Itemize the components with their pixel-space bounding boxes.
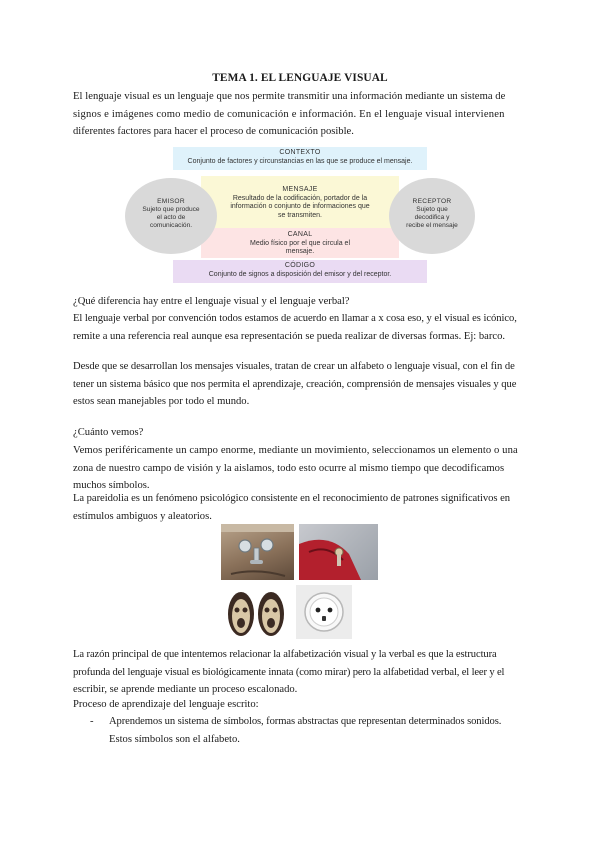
codigo-text: Conjunto de signos a disposición del emisor y del receptor. — [208, 270, 392, 278]
diagram-mensaje — [201, 176, 399, 228]
text-line: Aprendemos un sistema de símbolos, formas abstractas que representan determinados sonidos. — [109, 716, 502, 727]
text-line: Vemos periféricamente un campo enorme, mediante un movimiento, seleccionamos un elemento o una — [73, 445, 518, 456]
text-line: diferentes factores para hacer el proceso de comunicación posible. — [73, 126, 354, 138]
photo-slippers-face — [224, 588, 290, 638]
diagram-receptor — [389, 178, 475, 254]
communication-diagram — [125, 140, 475, 288]
text-line: tener un sistema básico que nos permita el aprendizaje, creación, comprensión de mensajes visuales y que — [73, 378, 517, 390]
photo-socket-face — [296, 585, 352, 639]
diagram-codigo — [173, 260, 427, 283]
receptor-title: RECEPTOR — [412, 198, 452, 205]
list-item-text — [109, 713, 529, 748]
page-title: TEMA 1. EL LENGUAJE VISUAL — [212, 72, 388, 84]
text-line: signos e imágenes como medio de comunicación e información. En el lenguaje visual intervienen — [73, 108, 505, 120]
receptor-text-line: Sujeto que — [416, 206, 448, 213]
canal-text-line: Medio físico por el que circula el — [250, 239, 350, 247]
list-bullet: - — [90, 716, 94, 727]
text-line: estímulos ambiguos y aleatorios. — [73, 510, 212, 522]
intro-paragraph — [73, 88, 528, 141]
diagram-canal — [201, 228, 399, 258]
photo-bag-face — [299, 524, 378, 580]
text-line: profunda del lenguaje visual es biológicamente innata (como mirar) pero la alfabetidad verbal, el leer y el — [73, 666, 505, 678]
photo-faucet-face — [221, 524, 294, 580]
text-line: muchos símbolos. — [73, 480, 150, 492]
text-line: El lenguaje verbal por convención todos estamos de acuerdo en llamar a x cosa eso, y el visual es icónico, — [73, 313, 517, 324]
diagram-contexto — [173, 147, 427, 170]
list-item — [90, 713, 530, 749]
slippers-face-image — [224, 588, 290, 638]
codigo-title: CÓDIGO — [284, 262, 316, 269]
question-2: ¿Cuánto vemos? — [73, 427, 144, 438]
emisor-title: EMISOR — [157, 198, 185, 205]
mensaje-text-line: información o conjunto de informaciones que — [230, 203, 370, 210]
canal-text-line: mensaje. — [285, 248, 315, 255]
text-line: remite a una referencia real aunque esa representación se pueda realizar de diversas formas. Ej: barco. — [73, 330, 506, 342]
text-line: estos sean manejables por todo el mundo. — [73, 396, 250, 408]
canal-title: CANAL — [287, 231, 313, 238]
receptor-text-line: decodifica y — [414, 214, 450, 221]
text-line: El lenguaje visual es un lenguaje que nos permite transmitir una información mediante un sistema de — [73, 91, 506, 102]
receptor-text-line: recibe el mensaje — [406, 222, 458, 229]
contexto-title: CONTEXTO — [279, 149, 321, 156]
mensaje-text-line: Resultado de la codificación, portador de la — [232, 194, 368, 202]
bag-face-image — [299, 524, 378, 580]
emisor-text-line: Sujeto que produce — [142, 206, 200, 213]
paragraph-5 — [73, 646, 528, 699]
text-line: La pareidolia es un fenómeno psicológico consistente en el reconocimiento de patrones significativos en — [73, 493, 511, 504]
paragraph-2 — [73, 358, 528, 411]
text-line: zona de nuestro campo de visión y la aislamos, todo esto ocurre al mismo tiempo que decodificamos — [73, 462, 505, 474]
paragraph-1 — [73, 310, 528, 345]
mensaje-text-line: se transmiten. — [278, 211, 322, 219]
text-line: escribir, se aprende mediante un proceso escalonado. — [73, 684, 298, 696]
question-1: ¿Qué diferencia hay entre el lenguaje visual y el lenguaje verbal? — [73, 296, 350, 307]
text-line: Estos símbolos son el alfabeto. — [109, 733, 240, 745]
text-line: Desde que se desarrollan los mensajes visuales, tratan de crear un alfabeto o lenguaje visual, con el fin de — [73, 361, 515, 372]
socket-face-image — [296, 585, 352, 639]
text-line: La razón principal de que intentemos relacionar la alfabetización visual y la verbal es que la estructura — [73, 649, 497, 660]
paragraph-3 — [73, 442, 528, 495]
paragraph-6: Proceso de aprendizaje del lenguaje escrito: — [73, 699, 259, 710]
mensaje-title: MENSAJE — [282, 186, 318, 193]
emisor-text-line: comunicación. — [149, 222, 193, 229]
contexto-text: Conjunto de factores y circunstancias en las que se produce el mensaje. — [187, 157, 413, 165]
diagram-emisor — [125, 178, 217, 254]
faucet-face-image — [221, 524, 294, 580]
paragraph-4 — [73, 490, 528, 525]
emisor-text-line: el acto de — [156, 214, 186, 221]
